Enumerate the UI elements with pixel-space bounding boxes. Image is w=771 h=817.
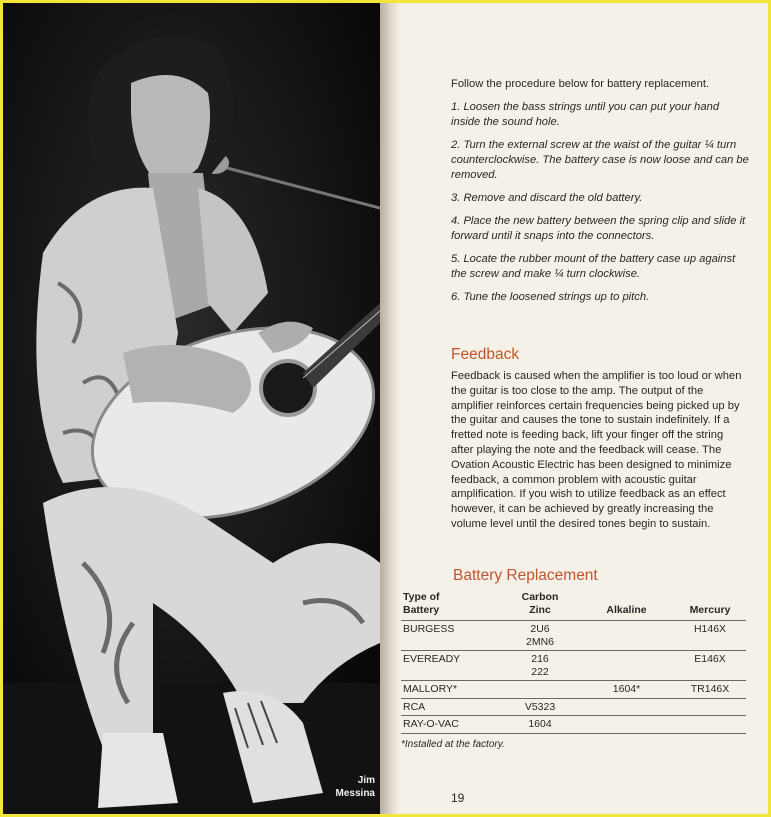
- carbon-zinc-value: 216: [531, 653, 549, 665]
- text-page: [401, 3, 768, 814]
- photo-caption: [303, 774, 375, 800]
- battery-type-cell: RAY-O-VAC: [401, 716, 501, 734]
- header-carbon-zinc: [501, 591, 579, 621]
- carbon-zinc-value: 2MN6: [525, 635, 554, 648]
- carbon-zinc-value: 222: [531, 665, 549, 678]
- table-header-row: [401, 591, 746, 621]
- alkaline-cell: [579, 621, 674, 651]
- carbon-zinc-value: 1604: [528, 718, 552, 730]
- procedure-step: 1. Loosen the bass strings until you can put your hand inside the sound hole.: [451, 101, 720, 128]
- book-gutter: [380, 3, 400, 814]
- book-spread: [3, 3, 768, 814]
- alkaline-cell: [579, 651, 674, 681]
- procedure-step: 3. Remove and discard the old battery.: [451, 192, 643, 204]
- mercury-cell: H146X: [674, 621, 746, 651]
- battery-procedure: [451, 77, 749, 313]
- procedure-step: 6. Tune the loosened strings up to pitch.: [451, 291, 650, 303]
- header-text: Type of: [403, 591, 440, 603]
- table-footnote: *Installed at the factory.: [401, 739, 505, 750]
- page-number: 19: [451, 791, 465, 805]
- mercury-cell: TR146X: [674, 681, 746, 699]
- header-mercury: Mercury: [689, 603, 731, 616]
- alkaline-cell: [579, 698, 674, 716]
- header-text: Carbon: [521, 591, 559, 603]
- table-row: [401, 651, 746, 681]
- table-row: [401, 681, 746, 699]
- battery-replacement-heading: Battery Replacement: [453, 567, 598, 584]
- intro-paragraph: Follow the procedure below for battery replacement.: [451, 78, 710, 90]
- mercury-cell: [674, 716, 746, 734]
- guitarist-photo-illustration: [3, 3, 380, 814]
- header-type-of-battery: [401, 591, 501, 621]
- table-row: [401, 698, 746, 716]
- alkaline-cell: [579, 716, 674, 734]
- carbon-zinc-cell: [501, 698, 579, 716]
- feedback-heading: Feedback: [451, 346, 520, 363]
- carbon-zinc-cell: [501, 681, 579, 699]
- header-text: Zinc: [529, 603, 551, 616]
- procedure-step: 4. Place the new battery between the spring clip and slide it forward until it snaps into the connectors.: [451, 215, 746, 242]
- procedure-step: 5. Locate the rubber mount of the battery case up against the screw and make ¼ turn clockwise.: [451, 253, 736, 280]
- battery-type-cell: BURGESS: [401, 621, 501, 651]
- procedure-step: 2. Turn the external screw at the waist of the guitar ¼ turn counterclockwise. The battery case is now loose and can be removed.: [451, 139, 749, 181]
- feedback-paragraph: Feedback is caused when the amplifier is too loud or when the guitar is too close to the amp. The output of the amplifier reinforces certain frequencies being picked up by the guitar and causes the tone to sustain indefinitely. If a fretted note is feeding back, lift your finger off the string after playing the note and the feedback will cease. The Ovation Acoustic Electric has been designed to minimize feedback, a common problem with acoustic guitar amplification. If you wish to utilize feedback as an effect however, it can be achieved by greatly increasing the volume level until the desired tones begin to sustain.: [451, 370, 742, 530]
- battery-type-cell: EVEREADY: [401, 651, 501, 681]
- alkaline-cell: 1604*: [579, 681, 674, 699]
- carbon-zinc-cell: [501, 621, 579, 651]
- battery-type-cell: RCA: [401, 698, 501, 716]
- table-row: [401, 621, 746, 651]
- mercury-cell: [674, 698, 746, 716]
- table-row: [401, 716, 746, 734]
- header-text: Battery: [403, 603, 440, 616]
- performer-photo: [3, 3, 380, 814]
- caption-last-name: Messina: [335, 788, 375, 799]
- carbon-zinc-cell: [501, 651, 579, 681]
- battery-table: [401, 591, 746, 734]
- carbon-zinc-value: 2U6: [530, 623, 550, 635]
- caption-first-name: Jim: [357, 775, 375, 786]
- mercury-cell: E146X: [674, 651, 746, 681]
- carbon-zinc-cell: [501, 716, 579, 734]
- carbon-zinc-value: V5323: [524, 700, 556, 713]
- header-alkaline: Alkaline: [606, 603, 647, 616]
- battery-type-cell: MALLORY*: [401, 681, 501, 699]
